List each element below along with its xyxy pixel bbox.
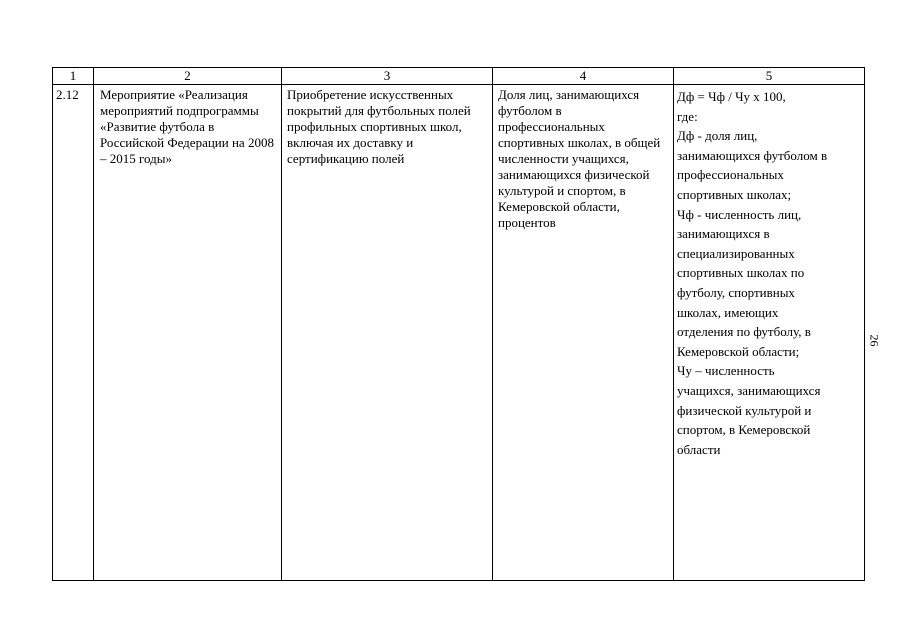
- formula-cell: [674, 85, 865, 581]
- event-name-cell: Мероприятие «Реализация мероприятий подпрограммы «Развитие футбола в Российской Федерации на 2008 – 2015 годы»: [94, 85, 282, 581]
- formula-line: футболу, спортивных: [677, 284, 795, 300]
- header-cell-2: 2: [94, 68, 282, 85]
- formula-line: профессиональных: [677, 167, 784, 183]
- formula-line: учащихся, занимающихся: [677, 382, 821, 398]
- indicator-cell: Доля лиц, занимающихся футболом в профессиональных спортивных школах, в общей численности учащихся, занимающихся физической культурой и спортом, в Кемеровской области, процентов: [493, 85, 674, 581]
- indicator-table: [52, 67, 865, 581]
- formula-line: Дф = Чф / Чу х 100,: [677, 89, 786, 104]
- formula-line: спортивных школах по: [677, 265, 805, 281]
- row-number-cell: 2.12: [53, 85, 94, 581]
- formula-line: Чу – численность: [677, 363, 775, 379]
- formula-line: спортом, в Кемеровской: [677, 422, 811, 438]
- formula-line: спортивных школах;: [677, 186, 792, 202]
- formula-line: занимающихся футболом в: [677, 147, 828, 163]
- formula-line: Дф - доля лиц,: [677, 128, 758, 144]
- table-header-row: [53, 68, 865, 85]
- formula-line: Чф - численность лиц,: [677, 206, 802, 222]
- formula-line: занимающихся в: [677, 226, 770, 242]
- formula-line: где:: [677, 108, 698, 124]
- header-cell-1: 1: [53, 68, 94, 85]
- header-cell-4: 4: [493, 68, 674, 85]
- formula-line: Кемеровской области;: [677, 343, 800, 359]
- formula-line: отделения по футболу, в: [677, 324, 811, 340]
- formula-line: области: [677, 441, 721, 457]
- page-number: 26: [867, 334, 882, 347]
- formula-line: школах, имеющих: [677, 304, 779, 320]
- header-cell-5: 5: [674, 68, 865, 85]
- table-row: [53, 85, 865, 581]
- description-cell: Приобретение искусственных покрытий для футбольных полей профильных спортивных школ, включая их доставку и сертификацию полей: [282, 85, 493, 581]
- formula-line: специализированных: [677, 245, 795, 261]
- header-cell-3: 3: [282, 68, 493, 85]
- formula-text: [674, 85, 864, 459]
- formula-line: физической культурой и: [677, 402, 812, 418]
